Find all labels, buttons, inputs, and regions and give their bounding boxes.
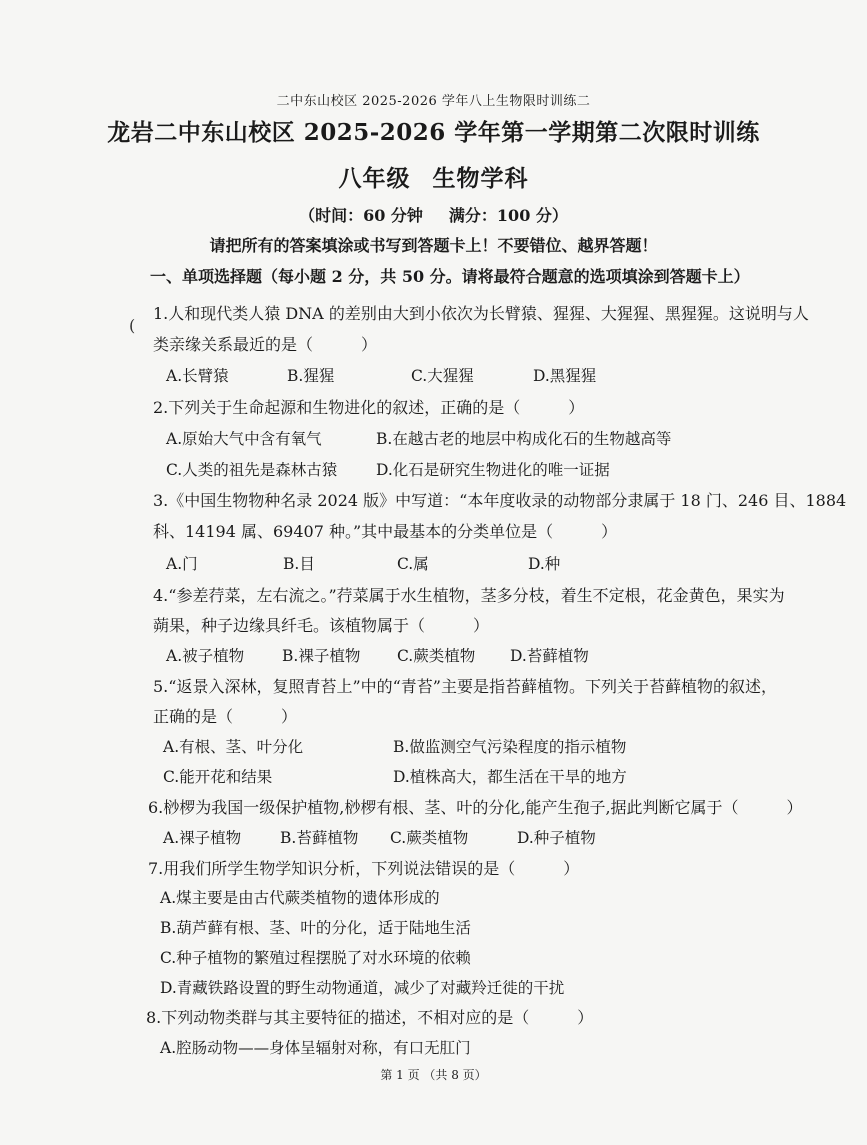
question-1-option-a: A.长臂猿 xyxy=(166,367,229,385)
question-5-stem-line2: 正确的是（ ） xyxy=(153,707,298,726)
grade-label: 八年级 xyxy=(338,165,411,192)
question-2-stem: 2.下列关于生命起源和生物进化的叙述，正确的是（ ） xyxy=(153,398,585,417)
question-6-stem: 6.桫椤为我国一级保护植物,桫椤有根、茎、叶的分化,能产生孢子,据此判断它属于（ ） xyxy=(148,798,803,817)
question-6-option-c: C.蕨类植物 xyxy=(390,829,469,847)
exam-info xyxy=(0,203,867,226)
question-7-option-a: A.煤主要是由古代蕨类植物的遗体形成的 xyxy=(160,889,440,907)
question-8-stem: 8.下列动物类群与其主要特征的描述，不相对应的是（ ） xyxy=(146,1008,594,1027)
question-4-option-c: C.蕨类植物 xyxy=(397,647,476,665)
question-1-stem-line2: 类亲缘关系最近的是（ ） xyxy=(153,335,378,354)
question-1-stem-line1: 1.人和现代类人猿 DNA 的差别由大到小依次为长臂猿、猩猩、大猩猩、黑猩猩。这说明与人 xyxy=(153,304,809,323)
margin-mark: ( xyxy=(129,316,136,335)
question-5-option-a: A.有根、茎、叶分化 xyxy=(163,738,304,756)
question-1-option-c: C.大猩猩 xyxy=(411,367,474,385)
section-title: 一、单项选择题（每小题 2 分，共 50 分。请将最符合题意的选项填涂到答题卡上） xyxy=(150,267,750,286)
question-3-option-b: B.目 xyxy=(283,555,315,573)
question-1-option-d: D.黑猩猩 xyxy=(533,367,597,385)
header-note: 二中东山校区 2025-2026 学年八上生物限时训练二 xyxy=(276,94,591,109)
question-4-option-b: B.裸子植物 xyxy=(282,647,361,665)
answer-notice: 请把所有的答案填涂或书写到答题卡上！不要错位、越界答题！ xyxy=(209,236,658,255)
question-4-option-a: A.被子植物 xyxy=(166,647,245,665)
question-3-option-d: D.种 xyxy=(528,555,561,573)
question-2-option-b: B.在越古老的地层中构成化石的生物越高等 xyxy=(376,430,672,448)
question-7-stem: 7.用我们所学生物学知识分析，下列说法错误的是（ ） xyxy=(148,859,580,878)
time-info: （时间：60 分钟 xyxy=(299,206,423,225)
question-2-option-a: A.原始大气中含有氧气 xyxy=(166,430,322,448)
question-4-option-d: D.苔藓植物 xyxy=(510,647,589,665)
question-7-option-b: B.葫芦藓有根、茎、叶的分化，适于陆地生活 xyxy=(160,919,471,937)
question-7-option-d: D.青藏铁路设置的野生动物通道，减少了对藏羚迁徙的干扰 xyxy=(160,979,565,997)
exam-title: 龙岩二中东山校区 2025-2026 学年第一学期第二次限时训练 xyxy=(107,119,760,146)
question-6-option-a: A.裸子植物 xyxy=(163,829,242,847)
question-4-stem-line2: 蒴果，种子边缘具纤毛。该植物属于（ ） xyxy=(153,616,490,635)
question-7-option-c: C.种子植物的繁殖过程摆脱了对水环境的依赖 xyxy=(160,949,471,967)
question-2-option-d: D.化石是研究生物进化的唯一证据 xyxy=(376,461,610,479)
exam-subtitle xyxy=(0,160,867,193)
subject-label: 生物学科 xyxy=(432,165,529,192)
page-footer: 第 1 页 （共 8 页） xyxy=(380,1068,487,1082)
question-3-option-a: A.门 xyxy=(166,555,198,573)
question-3-stem-line2: 科、14194 属、69407 种。”其中最基本的分类单位是（ ） xyxy=(153,522,618,541)
question-1-option-b: B.猩猩 xyxy=(287,367,335,385)
question-3-option-c: C.属 xyxy=(397,555,429,573)
question-5-stem-line1: 5.“返景入深林，复照青苔上”中的“青苔”主要是指苔藓植物。下列关于苔藓植物的叙述， xyxy=(153,677,777,696)
question-3-stem-line1: 3.《中国生物物种名录 2024 版》中写道：“本年度收录的动物部分隶属于 18 门、246 目、1884 xyxy=(153,491,847,510)
question-8-option-a: A.腔肠动物——身体呈辐射对称，有口无肛门 xyxy=(160,1039,471,1057)
question-6-option-b: B.苔藓植物 xyxy=(280,829,359,847)
score-info: 满分：100 分） xyxy=(448,206,568,225)
question-5-option-b: B.做监测空气污染程度的指示植物 xyxy=(393,738,627,756)
question-2-option-c: C.人类的祖先是森林古猿 xyxy=(166,461,338,479)
question-5-option-c: C.能开花和结果 xyxy=(163,768,273,786)
question-6-option-d: D.种子植物 xyxy=(517,829,596,847)
question-5-option-d: D.植株高大，都生活在干旱的地方 xyxy=(393,768,627,786)
question-4-stem-line1: 4.“参差荇菜，左右流之。”荇菜属于水生植物，茎多分枝，着生不定根，花金黄色，果实为 xyxy=(153,586,785,605)
